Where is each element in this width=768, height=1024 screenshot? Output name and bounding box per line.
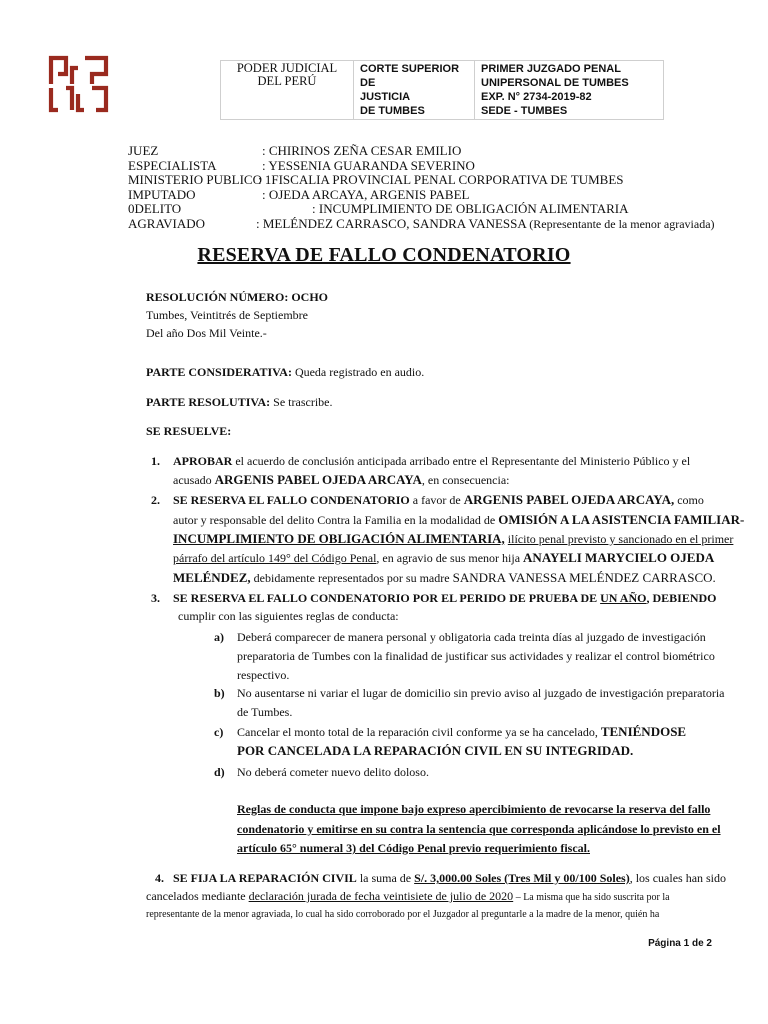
judiciary-logo (48, 54, 110, 114)
court-cell: PODER JUDICIAL DEL PERÚ (221, 61, 354, 120)
rule-a-line-1: Deberá comparecer de manera personal y obligatoria cada treinta días al juzgado de investigación (237, 630, 706, 644)
item-4-line-2: cancelados mediante declaración jurada de fecha veintisiete de julio de 2020 – La misma que ha sido suscrita por la (146, 889, 670, 903)
warning-line-2: condenatorio y emitirse en su contra la sentencia que corresponda aplicándose lo previsto en el (237, 822, 721, 836)
item-3-line-2: cumplir con las siguientes reglas de conducta: (178, 609, 399, 623)
item-number: 2. (151, 493, 160, 507)
date-line-2: Del año Dos Mil Veinte.- (146, 326, 267, 340)
resolution-number: RESOLUCIÓN NÚMERO: OCHO (146, 290, 329, 304)
rule-b-line-2: de Tumbes. (237, 705, 293, 719)
page-number: Página 1 de 2 (648, 938, 712, 949)
warning-line-1: Reglas de conducta que impone bajo expreso apercibimiento de revocarse la reserva del fallo (237, 802, 711, 816)
rule-c-line-1: Cancelar el monto total de la reparación civil conforme ya se ha cancelado, TENIÉNDOSE (237, 724, 687, 739)
item-2-line-4: párrafo del artículo 149° del Código Penal, en agravio de sus menor hija ANAYELI MARYCIELO OJEDA (173, 550, 715, 565)
date-line-1: Tumbes, Veintitrés de Septiembre (146, 308, 308, 322)
resolutiva-line: PARTE RESOLUTIVA: Se trascribe. (146, 395, 333, 409)
se-resuelve-heading: SE RESUELVE: (146, 424, 232, 438)
item-number: 1. (151, 454, 160, 468)
rule-letter: a) (214, 630, 224, 644)
rule-letter: d) (214, 765, 225, 779)
item-4-line-3: representante de la menor agraviada, lo cual ha sido corroborado por el Juzgador al preguntarle a la madre de la menor, quién ha (146, 909, 660, 920)
header-table (220, 60, 664, 120)
rule-d-line-1: No deberá cometer nuevo delito doloso. (237, 765, 429, 779)
item-2-line-2: autor y responsable del delito Contra la Familia en la modalidad de OMISIÓN A LA ASISTENCIA FAMILIAR- (173, 512, 745, 527)
item-2-line-5: MELÉNDEZ, debidamente representados por su madre SANDRA VANESSA MELÉNDEZ CARRASCO. (173, 570, 716, 585)
considerativa-line: PARTE CONSIDERATIVA: Queda registrado en audio. (146, 365, 425, 379)
rule-a-line-2: preparatoria de Tumbes con la finalidad de justificar sus actividades y realizar el control biométrico (237, 649, 715, 663)
item-2-line-1: SE RESERVA EL FALLO CONDENATORIO a favor de ARGENIS PABEL OJEDA ARCAYA, como (173, 492, 704, 507)
superior-court-cell: CORTE SUPERIOR DE JUSTICIA DE TUMBES (354, 61, 475, 120)
rule-b-line-1: No ausentarse ni variar el lugar de domicilio sin previo aviso al juzgado de investigación preparatoria (237, 686, 725, 700)
case-cell: PRIMER JUZGADO PENAL UNIPERSONAL DE TUMBES EXP. N° 2734-2019-82 SEDE - TUMBES (475, 61, 664, 120)
document-title: RESERVA DE FALLO CONDENATORIO (197, 244, 571, 266)
rule-letter: b) (214, 686, 225, 700)
warning-line-3: artículo 65° numeral 3) del Código Penal previo requerimiento fiscal. (237, 841, 590, 855)
item-3-line-1: SE RESERVA EL FALLO CONDENATORIO POR EL PERIDO DE PRUEBA DE UN AÑO, DEBIENDO (173, 591, 717, 605)
item-1-line-1: APROBAR el acuerdo de conclusión anticipada arribado entre el Representante del Ministerio Público y el (173, 454, 691, 468)
rule-c-line-2: POR CANCELADA LA REPARACIÓN CIVIL EN SU INTEGRIDAD. (237, 743, 634, 758)
item-number: 4. (155, 871, 164, 885)
item-2-line-3: INCUMPLIMIENTO DE OBLIGACIÓN ALIMENTARIA, ilícito penal previsto y sancionado en el primer (173, 531, 734, 546)
rule-letter: c) (214, 725, 224, 739)
rule-a-line-3: respectivo. (237, 668, 290, 682)
item-number: 3. (151, 591, 160, 605)
item-1-line-2: acusado ARGENIS PABEL OJEDA ARCAYA, en consecuencia: (173, 472, 510, 487)
item-4-line-1: SE FIJA LA REPARACIÓN CIVIL la suma de S/. 3,000.00 Soles (Tres Mil y 00/100 Soles), los cuales han sido (173, 871, 727, 885)
